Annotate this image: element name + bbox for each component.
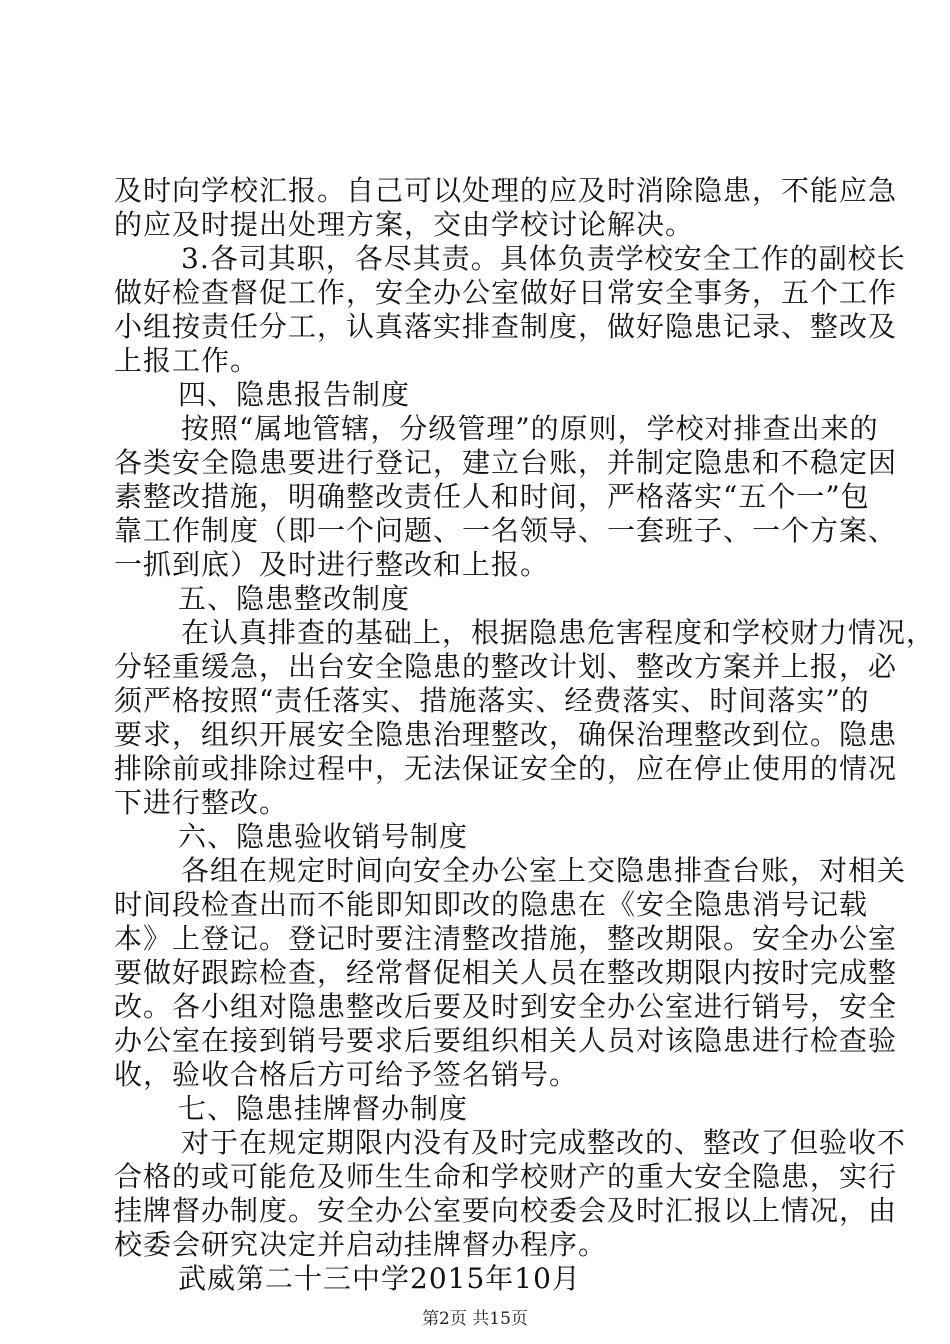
text-line: 挂牌督办制度。安全办公室要向校委会及时汇报以上情况，由 (114, 1194, 898, 1227)
section-heading: 四、隐患报告制度 (178, 378, 411, 411)
text-line: 排除前或排除过程中，无法保证安全的，应在停止使用的情况 (114, 752, 898, 785)
text-line: 分轻重缓急，出台安全隐患的整改计划、整改方案并上报，必 (114, 650, 898, 683)
section-heading: 七、隐患挂牌督办制度 (178, 1092, 469, 1125)
text-line: 时间段检查出而不能即知即改的隐患在《安全隐患消号记载 (114, 888, 869, 921)
text-line: 小组按责任分工，认真落实排查制度，做好隐患记录、整改及 (114, 310, 898, 343)
text-line: 素整改措施，明确整改责任人和时间，严格落实“五个一”包 (114, 480, 870, 513)
text-line: 下进行整改。 (114, 786, 289, 819)
text-line: 在认真排查的基础上，根据隐患危害程度和学校财力情况， (181, 616, 936, 649)
text-line: 做好检查督促工作，安全办公室做好日常安全事务，五个工作 (114, 276, 898, 309)
text-line: 改。各小组对隐患整改后要及时到安全办公室进行销号，安全 (114, 990, 898, 1023)
text-line: 一抓到底）及时进行整改和上报。 (114, 548, 550, 581)
text-line: 各类安全隐患要进行登记，建立台账，并制定隐患和不稳定因 (114, 446, 898, 479)
text-line: 本》上登记。登记时要注清整改措施，整改期限。安全办公室 (114, 922, 898, 955)
text-line: 须严格按照“责任落实、措施落实、经费落实、时间落实”的 (114, 684, 870, 717)
text-line: 校委会研究决定并启动挂牌督办程序。 (114, 1228, 608, 1261)
text-line: 合格的或可能危及师生生命和学校财产的重大安全隐患，实行 (114, 1160, 898, 1193)
text-line: 收，验收合格后方可给予签名销号。 (114, 1058, 579, 1091)
text-line: 靠工作制度（即一个问题、一名领导、一套班子、一个方案、 (114, 514, 898, 547)
text-line: 按照“属地管辖，分级管理”的原则，学校对排查出来的 (181, 412, 879, 445)
page-footer: 第2页 共15页 (422, 1309, 528, 1329)
text-line: 各组在规定时间向安全办公室上交隐患排查台账，对相关 (181, 854, 907, 887)
text-line: 3.各司其职，各尽其责。具体负责学校安全工作的副校长 (181, 242, 906, 275)
section-heading: 五、隐患整改制度 (178, 582, 411, 615)
text-line: 对于在规定期限内没有及时完成整改的、整改了但验收不 (181, 1126, 907, 1159)
text-line: 要做好跟踪检查，经常督促相关人员在整改期限内按时完成整 (114, 956, 898, 989)
signature-date: 武威第二十三中学2015年10月 (178, 1262, 581, 1295)
section-heading: 六、隐患验收销号制度 (178, 820, 469, 853)
text-line: 的应及时提出处理方案，交由学校讨论解决。 (114, 208, 695, 241)
text-line: 上报工作。 (114, 344, 260, 377)
text-line: 及时向学校汇报。自己可以处理的应及时消除隐患，不能应急 (114, 174, 898, 207)
text-line: 办公室在接到销号要求后要组织相关人员对该隐患进行检查验 (114, 1024, 898, 1057)
text-line: 要求，组织开展安全隐患治理整改，确保治理整改到位。隐患 (114, 718, 898, 751)
